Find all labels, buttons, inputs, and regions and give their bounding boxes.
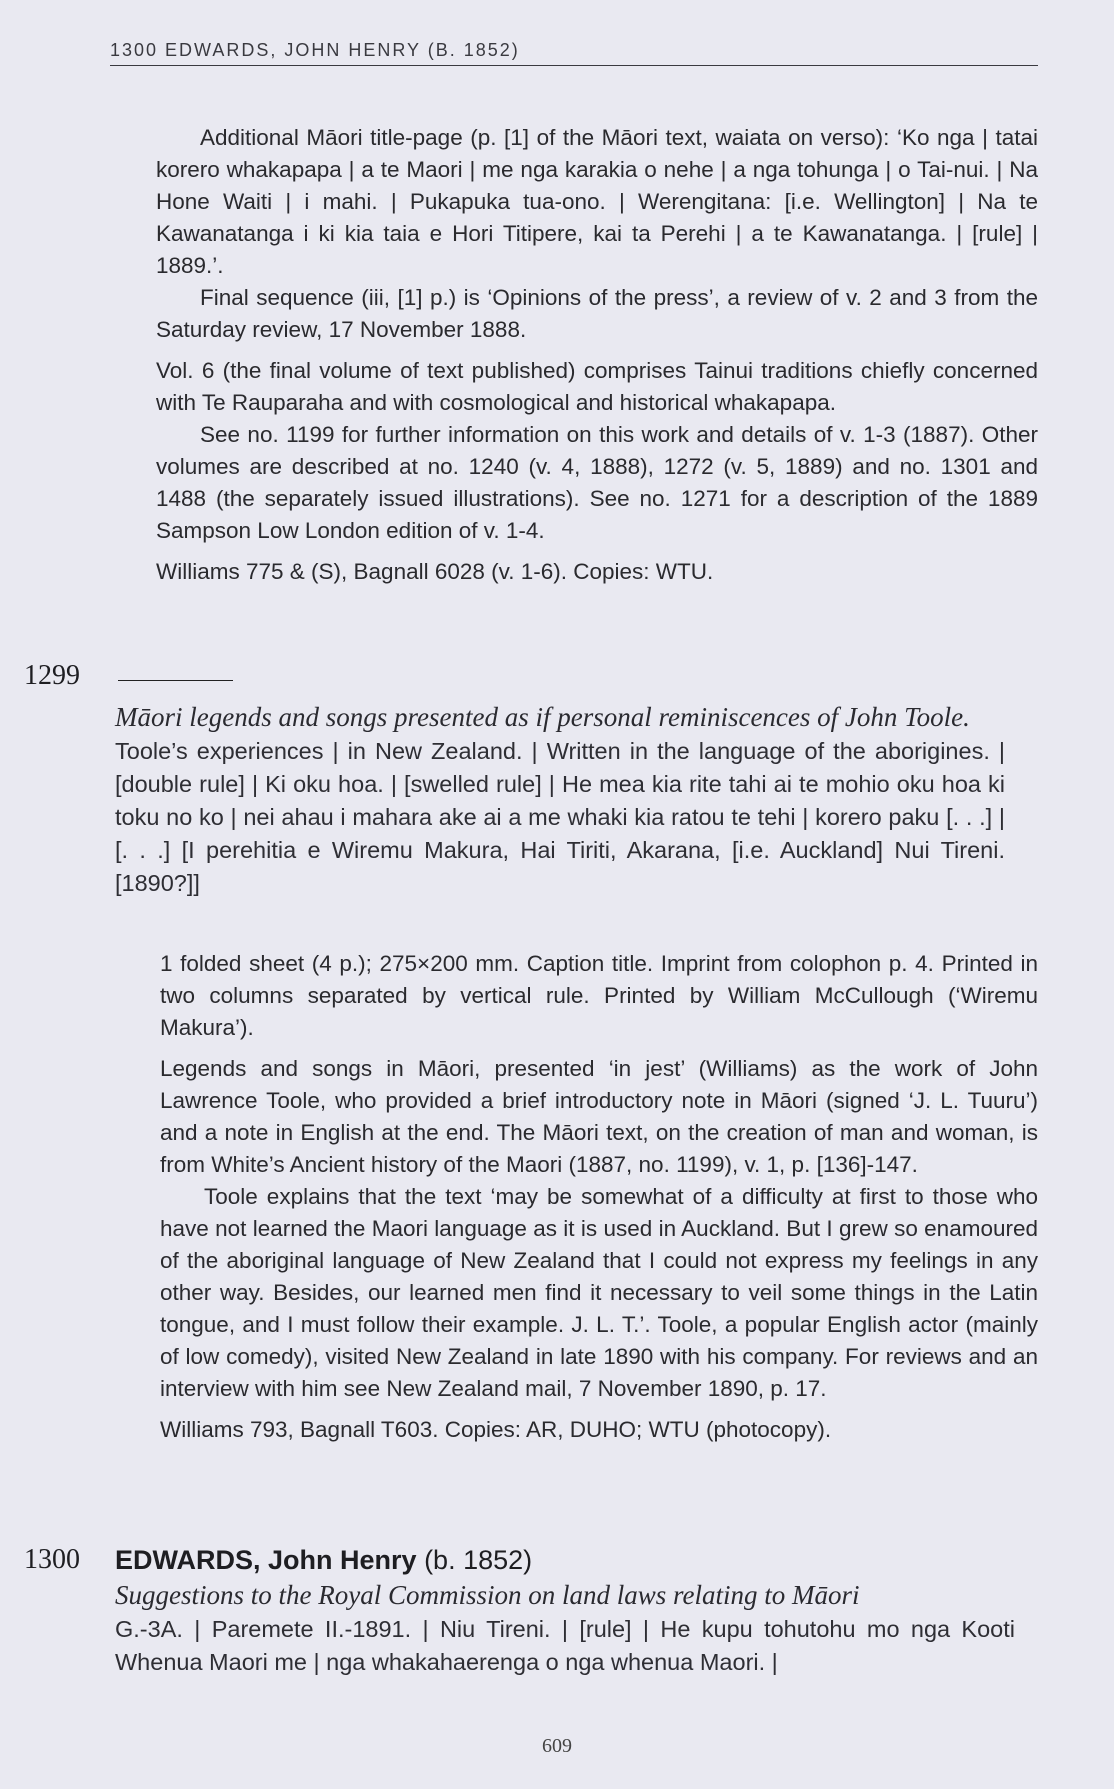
cross-reference-note: See no. 1199 for further information on this work and details of v. 1-3 (1887). Other volumes are described at no. 1240 (v. 4, 1888), 1272 (v. 5, 1889) and no. 1301 and 1488 (the separately issued illustrations). See no. 1271 for a description of the 1889 Sampson Low London edition of v. 1-4.	[156, 422, 1038, 543]
volume-note: Vol. 6 (the final volume of text published) comprises Tainui traditions chiefly concerned with Te Rauparaha and with cosmological and historical whakapapa.	[156, 358, 1038, 415]
bibliographic-refs: Williams 775 & (S), Bagnall 6028 (v. 1-6). Copies: WTU.	[156, 559, 714, 584]
collation: 1 folded sheet (4 p.); 275×200 mm. Caption title. Imprint from colophon p. 4. Printed in two columns separated by vertical rule. Printed by William McCullough (‘Wiremu Makura’).	[160, 951, 1038, 1040]
final-sequence-note: Final sequence (iii, [1] p.) is ‘Opinions of the press’, a review of v. 2 and 3 from the Saturday review, 17 November 1888.	[156, 285, 1038, 342]
quotation-note: Toole explains that the text ‘may be somewhat of a difficulty at first to those who have not learned the Maori language as it is used in Auckland. But I grew so enamoured of the aboriginal language of New Zealand that I could not express my feelings in any other way. Besides, our learned men find it necessary to veil some things in the Latin tongue, and I must follow their example. J. L. T.’. Toole, a popular English actor (mainly of low comedy), visited New Zealand in late 1890 with his company. For reviews and an interview with him see New Zealand mail, 7 November 1890, p. 17.	[160, 1184, 1038, 1401]
entry-1299-notes	[160, 948, 1038, 1446]
running-head: 1300 EDWARDS, JOHN HENRY (B. 1852)	[110, 40, 1038, 66]
entry-1298-continued	[156, 122, 1038, 588]
entry-1300	[115, 1542, 1015, 1679]
author-name: EDWARDS, John Henry	[115, 1545, 417, 1575]
entry-title: Māori legends and songs presented as if personal reminiscences of John Toole.	[115, 702, 970, 732]
author-repeat-rule	[118, 680, 233, 681]
title-transcription: Toole’s experiences | in New Zealand. | Written in the language of the aborigines. | [double rule] | Ki oku hoa. | [swelled rule] | He mea kia rite tahi ai te mohio oku hoa ki toku no ko | nei ahau i mahara ake ai a me whaki kia ratou te tehi | korero paku [. . .] | [. . .] [I perehitia e Wiremu Makura, Hai Tiriti, Akarana, [i.e. Auckland] Nui Tireni. [1890?]]	[115, 738, 1005, 896]
entry-1299	[115, 700, 1005, 900]
page-number: 609	[542, 1735, 572, 1757]
content-note: Legends and songs in Māori, presented ‘in jest’ (Williams) as the work of John Lawrence Toole, who provided a brief introductory note in Māori (signed ‘J. L. Tuuru’) and a note in English at the end. The Māori text, on the creation of man and woman, is from White’s Ancient history of the Maori (1887, no. 1199), v. 1, p. [136]-147.	[160, 1056, 1038, 1177]
entry-number: 1300	[24, 1544, 80, 1575]
author-dates: (b. 1852)	[424, 1545, 533, 1575]
entry-title: Suggestions to the Royal Commission on land laws relating to Māori	[115, 1580, 860, 1610]
entry-number: 1299	[24, 660, 80, 691]
bibliographic-refs: Williams 793, Bagnall T603. Copies: AR, DUHO; WTU (photocopy).	[160, 1417, 832, 1442]
title-transcription: G.-3A. | Paremete II.-1891. | Niu Tireni. | [rule] | He kupu tohutohu mo nga Kooti Whenua Maori me | nga whakahaerenga o nga whenua Maori. |	[115, 1616, 1015, 1675]
title-page-note: Additional Māori title-page (p. [1] of the Māori text, waiata on verso): ‘Ko nga | tatai korero whakapapa | a te Maori | me nga karakia o nehe | a nga tohunga | o Tai-nui. | Na Hone Waiti | i mahi. | Pukapuka tua-ono. | Werengitana: [i.e. Wellington] | Na te Kawanatanga i ki kia taia e Hori Titipere, kai ta Perehi | a te Kawanatanga. | [rule] | 1889.’.	[156, 125, 1038, 278]
author-heading	[115, 1542, 1015, 1578]
